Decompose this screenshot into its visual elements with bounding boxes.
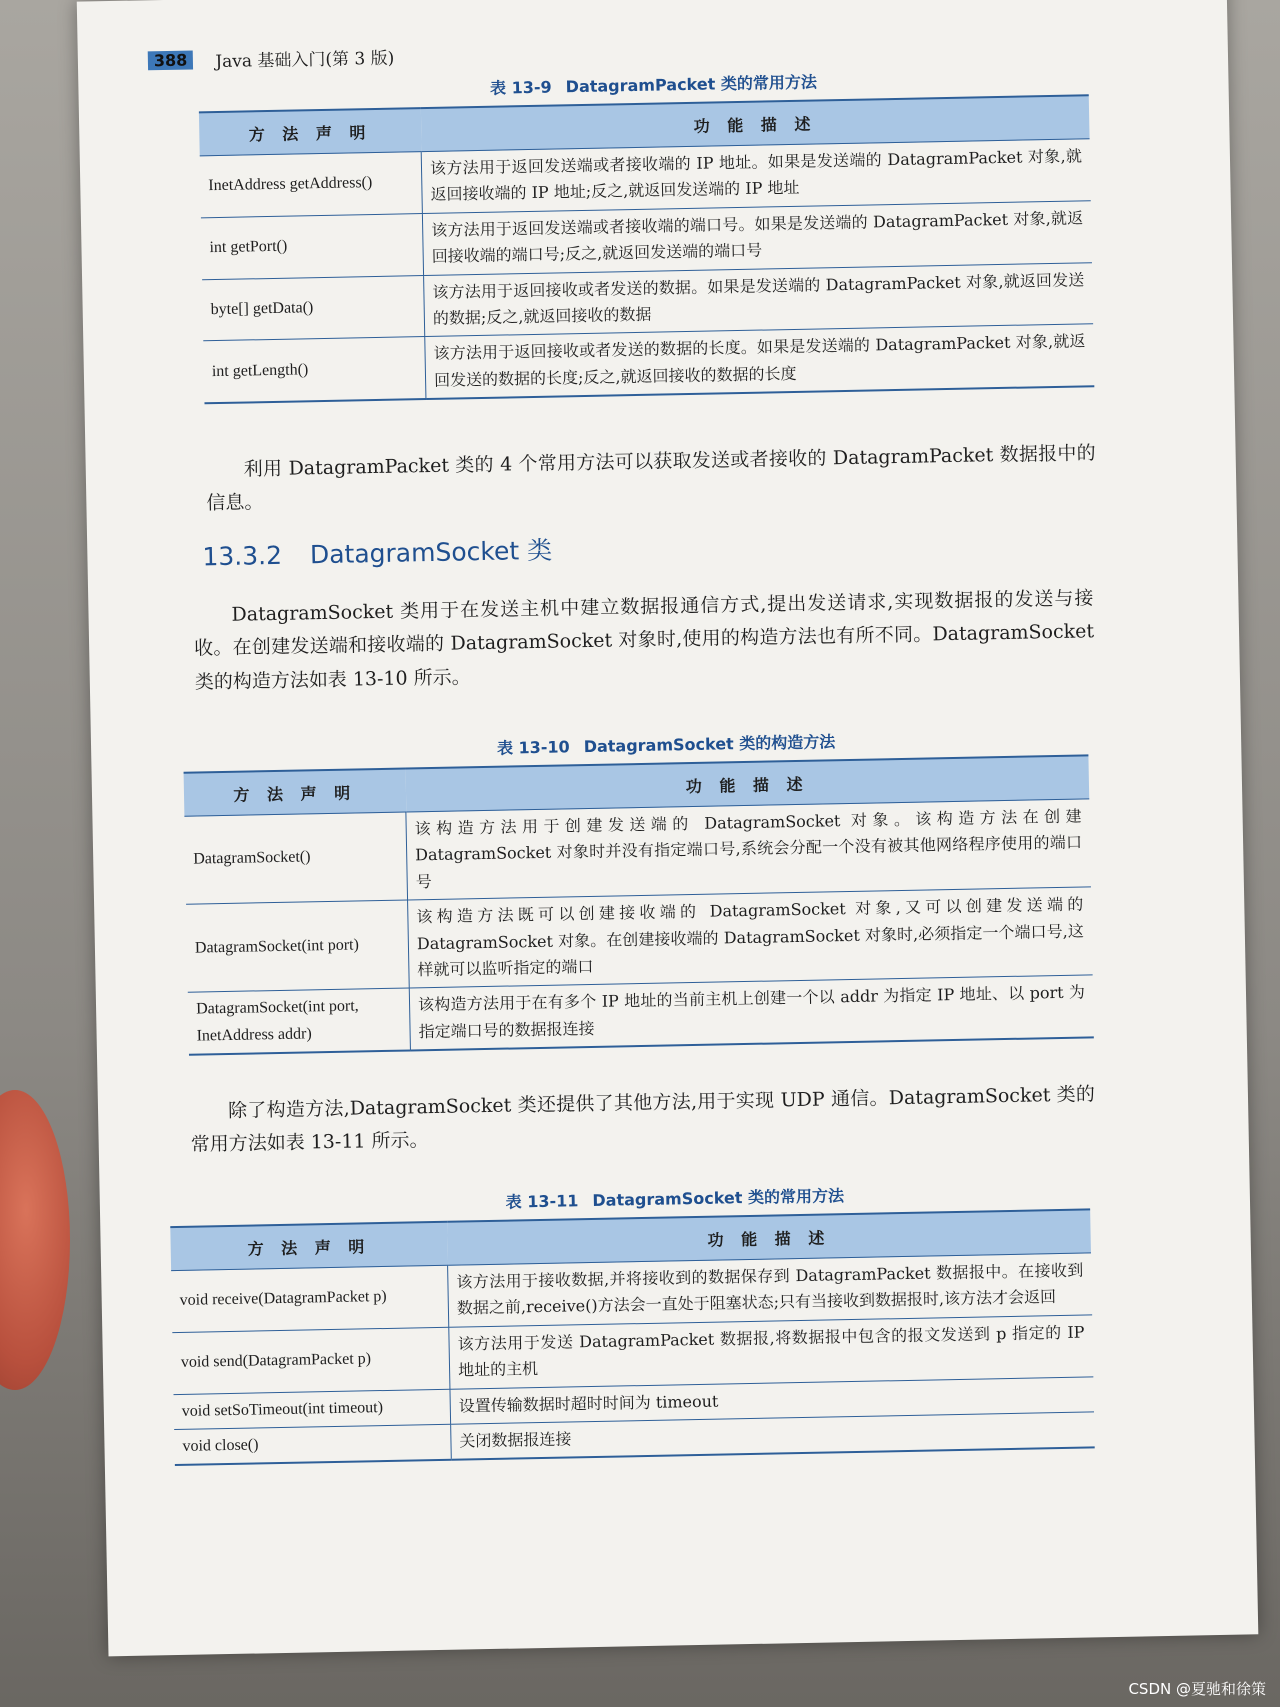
desc-cell: 该方法用于接收数据,并将接收到的数据保存到 DatagramPacket 数据报中。在接收到数据之前,receive()方法会一直处于阻塞状态;只有当接收到数据报时,该方法才会返回 xyxy=(448,1253,1093,1327)
method-cell: void close() xyxy=(174,1424,451,1465)
section-number: 13.3.2 xyxy=(202,540,283,572)
desc-cell: 该构造方法既可以创建接收端的 DatagramSocket 对象,又可以创建发送端的 DatagramSocket 对象。在创建接收端的 DatagramSocket 对象时,必须指定一个端口号,这样就可以监听指定的端口 xyxy=(408,887,1093,988)
method-cell: void receive(DatagramPacket p) xyxy=(171,1265,449,1332)
table2-title: DatagramSocket 类的构造方法 xyxy=(583,732,836,757)
table2-header-desc: 功 能 描 述 xyxy=(405,755,1089,812)
desc-cell: 该方法用于返回接收或者发送的数据的长度。如果是发送端的 DatagramPacket 对象,就返回发送的数据的长度;反之,就返回接收的数据的长度 xyxy=(425,324,1095,399)
table2-label: 表 13-10 xyxy=(496,737,570,758)
table3-title: DatagramSocket 类的常用方法 xyxy=(592,1186,845,1210)
desc-cell: 该构造方法用于在有多个 IP 地址的当前主机上创建一个以 addr 为指定 IP 地址、以 port 为指定端口号的数据报连接 xyxy=(409,975,1094,1050)
method-cell: int getLength() xyxy=(203,337,426,404)
table-row xyxy=(184,799,1091,905)
table3-header-method: 方 法 声 明 xyxy=(170,1222,447,1271)
method-cell: void setSoTimeout(int timeout) xyxy=(174,1389,451,1430)
book-title: Java 基础入门(第 3 版) xyxy=(215,48,395,73)
desc-cell: 该方法用于返回发送端或者接收端的 IP 地址。如果是发送端的 DatagramPacket 对象,就返回接收端的 IP 地址;反之,就返回发送端的 IP 地址 xyxy=(421,139,1091,214)
csdn-watermark: CSDN @夏驰和徐策 xyxy=(1128,1680,1266,1698)
desc-cell: 该方法用于返回接收或者发送的数据。如果是发送端的 DatagramPacket 对象,就返回发送的数据;反之,就返回接收的数据 xyxy=(424,262,1094,337)
desc-cell: 设置传输数据时超时时间为 timeout xyxy=(450,1376,1094,1424)
method-cell: void send(DatagramPacket p) xyxy=(172,1327,450,1394)
method-cell: int getPort() xyxy=(201,213,424,279)
table1-label: 表 13-9 xyxy=(489,77,552,98)
book-page xyxy=(77,0,1259,1656)
table-row xyxy=(186,887,1093,993)
section-heading xyxy=(202,531,552,574)
paragraph-3: 除了构造方法,DatagramSocket 类还提供了其他方法,用于实现 UDP 通信。DatagramSocket 类的常用方法如表 13-11 所示。 xyxy=(190,1083,1096,1156)
table1-header-method: 方 法 声 明 xyxy=(199,108,421,156)
desc-cell: 该方法用于返回发送端或者接收端的端口号。如果是发送端的 DatagramPacket 对象,就返回接收端的端口号;反之,就返回发送端的端口号 xyxy=(422,201,1092,276)
table1-title: DatagramPacket 类的常用方法 xyxy=(565,72,818,97)
desc-cell: 该方法用于发送 DatagramPacket 数据报,将数据报中包含的报文发送到 p 指定的 IP 地址的主机 xyxy=(449,1315,1094,1389)
table3-header-desc: 功 能 描 述 xyxy=(447,1209,1091,1265)
table1-header-desc: 功 能 描 述 xyxy=(420,95,1089,151)
table3-label: 表 13-11 xyxy=(505,1191,579,1212)
method-cell: InetAddress getAddress() xyxy=(200,152,423,218)
table1 xyxy=(199,94,1094,404)
table2-header-method: 方 法 声 明 xyxy=(184,769,406,817)
method-cell: DatagramSocket() xyxy=(184,812,407,904)
table2 xyxy=(184,754,1094,1055)
page-number: 388 xyxy=(148,50,194,70)
method-cell: DatagramSocket(int port) xyxy=(186,900,409,992)
method-cell: byte[] getData() xyxy=(202,275,425,341)
paragraph-1: 利用 DatagramPacket 类的 4 个常用方法可以获取发送或者接收的 DatagramPacket 数据报中的信息。 xyxy=(206,442,1096,515)
desc-cell: 关闭数据报连接 xyxy=(451,1412,1095,1460)
page-header xyxy=(148,44,395,74)
paragraph-2: DatagramSocket 类用于在发送主机中建立数据报通信方式,提出发送请求,实现数据报的发送与接收。在创建发送端和接收端的 DatagramSocket 对象时,使用的构造方法也有所不同。DatagramSocket 类的构造方法如表 13-10 所示。 xyxy=(193,587,1095,694)
method-cell: DatagramSocket(int port, InetAddress addr) xyxy=(188,988,411,1055)
section-title: DatagramSocket 类 xyxy=(309,535,553,570)
table3 xyxy=(170,1208,1094,1466)
desc-cell: 该构造方法用于创建发送端的 DatagramSocket 对象。该构造方法在创建 DatagramSocket 对象时并没有指定端口号,系统会分配一个没有被其他网络程序使用的端口号 xyxy=(406,799,1091,900)
